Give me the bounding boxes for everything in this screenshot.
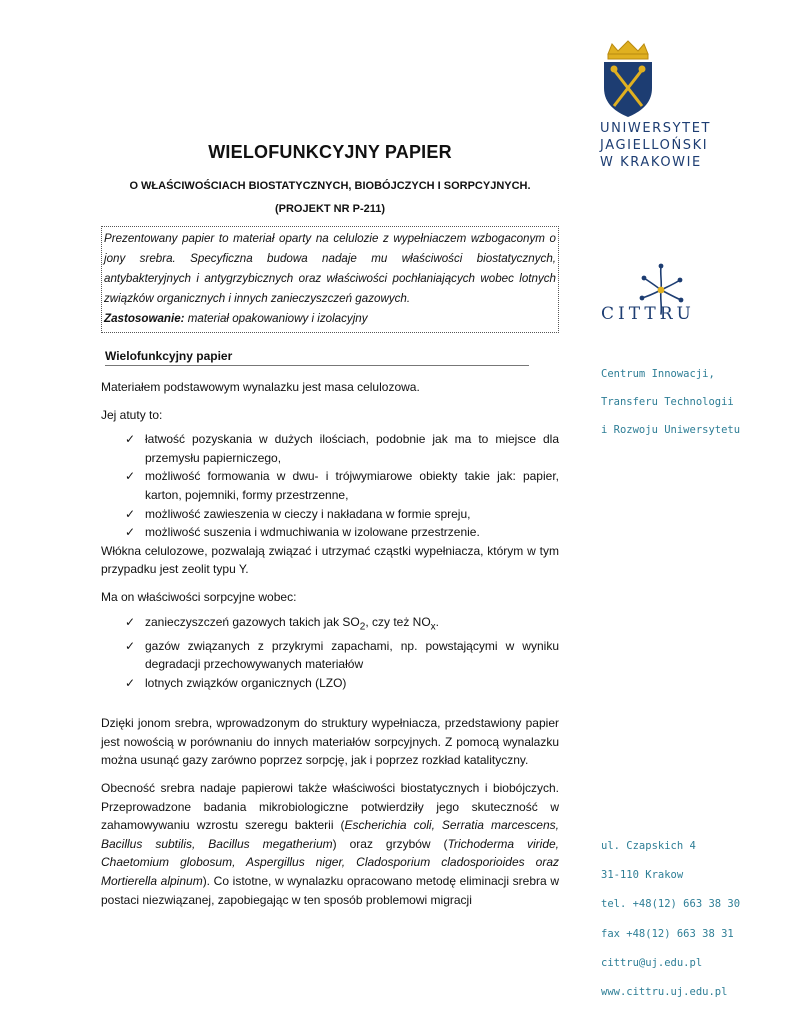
contact-block bbox=[601, 838, 740, 1013]
university-name: UNIWERSYTET JAGIELLOŃSKI W KRAKOWIE bbox=[600, 121, 712, 170]
checkmark-icon: ✓ bbox=[125, 614, 136, 629]
page-title: WIELOFUNKCYJNY PAPIER bbox=[208, 142, 452, 162]
checkmark-icon: ✓ bbox=[125, 638, 136, 653]
advantages-list bbox=[101, 430, 559, 542]
list-item: ✓ możliwość formowania w dwu- i trójwymiarowe obiekty takie jak: papier, karton, pojemniki, formy przestrzenne, bbox=[125, 469, 559, 502]
list-item: ✓ możliwość zawieszenia w cieczy i nakładana w formie spreju, bbox=[125, 505, 559, 524]
checkmark-icon: ✓ bbox=[125, 469, 136, 484]
paragraph: Dzięki jonom srebra, wprowadzonym do struktury wypełniacza, przedstawiony papier jest nowością w porównaniu do innych materiałów sorpcyjnych. Z pomocą wynalazku można usunąć gazy zarówno poprzez sorpcję, jak i poprzez rozkład katalityczny. bbox=[101, 716, 559, 768]
website-link[interactable]: www.cittru.uj.edu.pl bbox=[601, 985, 728, 998]
list-item: ✓ gazów związanych z przykrymi zapachami, np. powstającymi w wyniku degradacji przechowywanych materiałów bbox=[125, 638, 559, 672]
section-heading: Wielofunkcyjny papier bbox=[105, 349, 529, 366]
summary-box bbox=[101, 226, 559, 333]
project-number: (PROJEKT NR P-211) bbox=[274, 203, 386, 215]
main-content bbox=[101, 142, 559, 909]
phone: tel. +48(12) 663 38 30 bbox=[601, 898, 741, 911]
centre-line: Transferu Technologii bbox=[601, 396, 734, 408]
centre-line: Centrum Innowacji, bbox=[601, 368, 715, 380]
cittru-wordmark: CITTRU bbox=[601, 304, 695, 324]
use-value: materiał opakowaniowy i izolacyjny bbox=[184, 312, 368, 325]
paragraph: Ma on właściwości sorpcyjne wobec: bbox=[101, 589, 297, 604]
paragraph: Materiałem podstawowym wynalazku jest masa celulozowa. bbox=[101, 380, 420, 394]
address-street: ul. Czapskich 4 bbox=[601, 840, 696, 852]
university-crest-logo bbox=[600, 40, 656, 118]
list-item: ✓ możliwość suszenia i wdmuchiwania w izolowane przestrzenie. bbox=[125, 523, 559, 542]
paragraph: Włókna celulozowe, pozwalają związać i utrzymać cząstki wypełniacza, którym w tym przypadku jest zeolit typu Y. bbox=[101, 543, 559, 577]
list-item: ✓ zanieczyszczeń gazowych takich jak $SO_2$, czy też $NO_x$. bbox=[125, 614, 440, 632]
centre-line: i Rozwoju Uniwersytetu bbox=[601, 424, 741, 436]
sorption-list bbox=[101, 613, 559, 693]
summary-text: Prezentowany papier to materiał oparty na celulozie z wypełniaczem wzbogaconym o jony srebra. Specyficzna budowa nadaje mu właściwości biostatycznych, antybakteryjnych i antygrzybicznych oraz właściwości pochłaniających wobec lotnych związków organicznych i innych zanieczyszczeń gazowych. bbox=[104, 232, 556, 305]
section-body bbox=[101, 366, 559, 909]
centre-name bbox=[601, 366, 740, 450]
paragraph: Jej atuty to: bbox=[101, 407, 163, 422]
page-subtitle: O WŁAŚCIWOŚCIACH BIOSTATYCZNYCH, BIOBÓJCZYCH I SORPCYJNYCH. bbox=[129, 180, 531, 192]
address-postal: 31-110 Krakow bbox=[601, 869, 684, 882]
list-item: ✓ lotnych związków organicznych (LZO) bbox=[125, 674, 559, 693]
list-item: ✓ łatwość pozyskania w dużych ilościach, podobnie jak ma to miejsce dla przemysłu papierniczego, bbox=[125, 432, 559, 465]
use-label: Zastosowanie: bbox=[104, 312, 185, 325]
checkmark-icon: ✓ bbox=[125, 525, 136, 540]
paragraph: Obecność srebra nadaje papierowi także właściwości biostatycznych i biobójczych. Przeprowadzone badania mikrobiologiczne potwierdziły jego skuteczność w zahamowywaniu wzrostu szeregu bakterii (Escherichia coli, Serratia marcescens, Bacillus subtilis, Bacillus megatherium) oraz grzybów (Trichoderma viride, Chaetomium globosum, Aspergillus niger, Cladosporium cladosporioides oraz Mortierella alpinum). Co istotne, w wynalazku opracowano metodę eliminacji srebra w postaci niezwiązanej, zapobiegając w ten sposób problemowi migracji bbox=[101, 781, 559, 907]
checkmark-icon: ✓ bbox=[125, 675, 136, 690]
checkmark-icon: ✓ bbox=[125, 432, 136, 447]
checkmark-icon: ✓ bbox=[125, 506, 136, 521]
fax: fax +48(12) 663 38 31 bbox=[601, 927, 734, 940]
email-link[interactable]: cittru@uj.edu.pl bbox=[601, 956, 703, 969]
